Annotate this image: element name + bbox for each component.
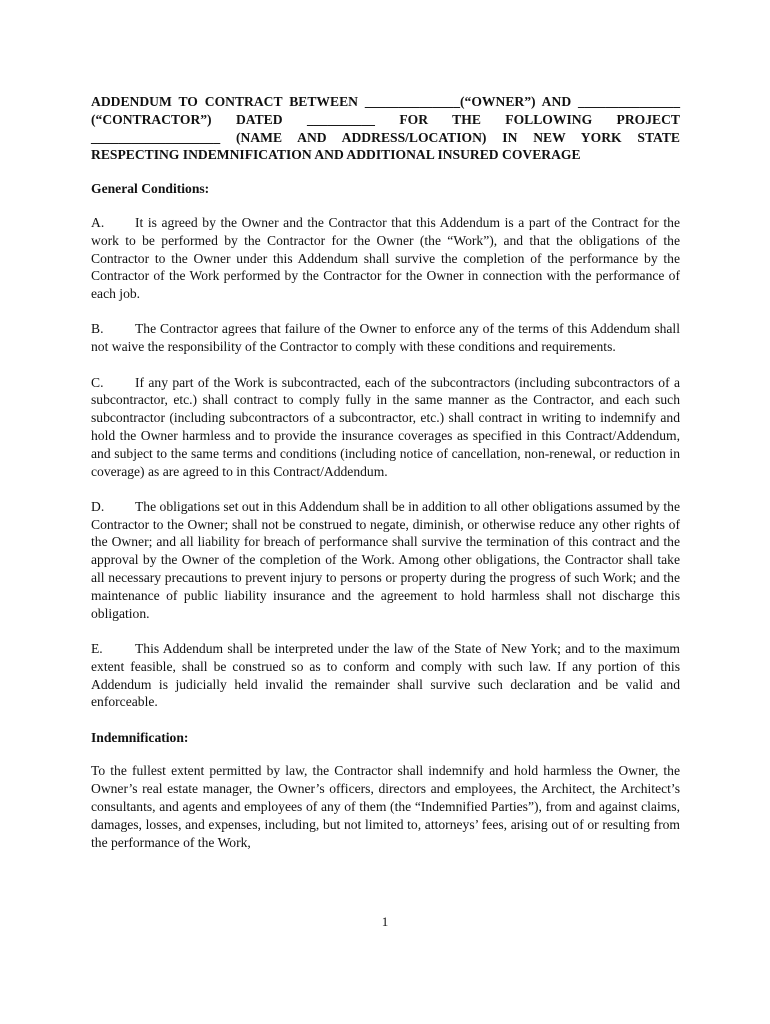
indemnification-title: Indemnification: xyxy=(91,729,189,745)
paragraph-a-text: It is agreed by the Owner and the Contractor that this Addendum is a part of the Contract for the work to be performed by the Contractor for the Owner (the “Work”), and that the obligations of the Contractor to the Owner under this Addendum shall survive the completion of the performance by the Contractor of the Work performed by the Contractor for the Owner in connection with the performance of each job. xyxy=(91,214,680,302)
paragraph-b-letter: B. xyxy=(91,321,104,337)
paragraph-d-letter: D. xyxy=(91,498,105,514)
paragraph-b-text: The Contractor agrees that failure of the Owner to enforce any of the terms of this Addendum shall not waive the responsibility of the Contractor to comply with these conditions and requirements. xyxy=(91,321,680,355)
general-conditions-title: General Conditions: xyxy=(91,181,210,197)
page-number: 1 xyxy=(381,914,389,929)
paragraph-b xyxy=(91,320,680,356)
document-heading: ADDENDUM TO CONTRACT BETWEEN ______________(“OWNER”) AND _______________ (“CONTRACTOR”) DATED __________ FOR THE FOLLOWING PROJECT ___________________ (NAME AND ADDRESS/LOCATION) IN NEW YORK STATE RESPECTING INDEMNIFICATION AND ADDITIONAL INSURED COVERAGE xyxy=(91,94,680,163)
indemnification-paragraph: To the fullest extent permitted by law, the Contractor shall indemnify and hold harmless the Owner, the Owner’s real estate manager, the Owner’s officers, directors and employees, the Architect, the Architect’s consultants, and agents and employees of any of them (the “Indemnified Parties”), from and against claims, damages, losses, and expenses, including, but not limited to, attorneys’ fees, arising out of or resulting from the performance of the Work, xyxy=(91,763,680,850)
paragraph-d-text: The obligations set out in this Addendum shall be in addition to all other obligations assumed by the Contractor to the Owner; shall not be construed to negate, diminish, or otherwise reduce any other rights of the Owner; and all liability for breach of performance shall survive the termination of this contract and the approval by the Owner of the completion of the Work. Among other obligations, the Contractor shall take all necessary precautions to prevent injury to persons or property during the progress of such Work; and the maintenance of public liability insurance and the agreement to hold harmless shall not discharge this obligation. xyxy=(91,498,680,621)
paragraph-e-text: This Addendum shall be interpreted under the law of the State of New York; and to the maximum extent feasible, shall be construed so as to conform and comply with such law. If any portion of this Addendum is judicially held invalid the remainder shall survive such declaration and be valid and enforceable. xyxy=(91,640,680,710)
paragraph-a-letter: A. xyxy=(91,214,105,230)
paragraph-e xyxy=(91,640,680,711)
paragraph-c-letter: C. xyxy=(91,374,104,390)
paragraph-e-letter: E. xyxy=(91,640,103,656)
paragraph-a xyxy=(91,214,680,303)
paragraph-c-text: If any part of the Work is subcontracted, each of the subcontractors (including subcontractors of a subcontractor, etc.) shall contract to comply fully in the same manner as the Contractor, and each such subcontractor (including subcontractors of a subcontractor, etc.) shall contract in writing to indemnify and hold the Owner harmless and to provide the insurance coverages as specified in this Contract/Addendum, and subject to the same terms and conditions (including notice of cancellation, non-renewal, or reduction in coverage) as are agreed to in this Contract/Addendum. xyxy=(91,374,680,479)
paragraph-d xyxy=(91,498,680,623)
paragraph-c xyxy=(91,374,680,481)
document-page xyxy=(91,93,680,869)
